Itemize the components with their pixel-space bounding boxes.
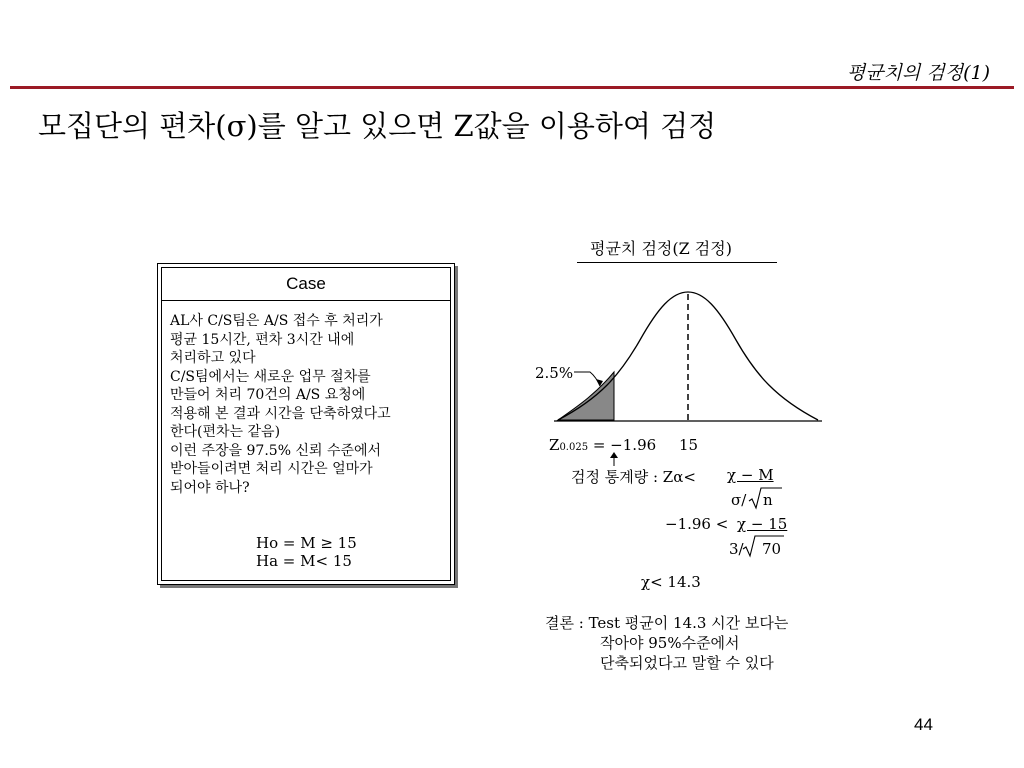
header-divider	[10, 86, 1014, 89]
page-number: 44	[914, 715, 933, 734]
test-statistic-sigma: σ/	[731, 491, 747, 509]
z-critical-arrow	[608, 452, 620, 466]
case-line: 적용해 본 결과 시간을 단축하였다고	[170, 405, 391, 422]
case-box	[157, 263, 455, 585]
case-line: 되어야 하나?	[170, 479, 250, 496]
test-statistic-numerator: χ − M	[727, 466, 774, 484]
case-heading: Case	[162, 268, 450, 301]
case-line: 만들어 처리 70건의 A/S 요청에	[170, 387, 366, 403]
z-symbol: Z	[549, 436, 560, 454]
equation-left: −1.96 <	[665, 515, 729, 533]
case-line: 이런 주장을 97.5% 신뢰 수준에서	[170, 442, 382, 459]
panel-title: 평균치 검정(Z 검정)	[590, 239, 732, 258]
z-critical-value: = −1.96	[588, 436, 657, 454]
result: χ< 14.3	[641, 573, 701, 591]
alternative-hypothesis: Ha = M< 15	[256, 552, 352, 570]
header-title: 평균치의 검정(1)	[846, 62, 990, 84]
normal-curve-diagram	[540, 280, 840, 440]
case-line: 처리하고 있다	[170, 350, 256, 366]
hypotheses	[256, 534, 357, 570]
z-critical-label	[549, 436, 656, 454]
page-title: 모집단의 편차(σ)를 알고 있으면 Z값을 이용하여 검정	[38, 109, 717, 143]
case-line: AL사 C/S팀은 A/S 접수 후 처리가	[170, 313, 383, 329]
equation-sample-size: 70	[762, 540, 782, 558]
conclusion-line: 결론 : Test 평균이 14.3 시간 보다는	[545, 614, 789, 632]
tail-percentage-label: 2.5%	[535, 364, 574, 382]
case-line: C/S팀에서는 새로운 업무 절차를	[170, 368, 371, 385]
test-statistic-label: 검정 통계량 : Zα<	[571, 468, 696, 486]
mean-label: 15	[679, 436, 699, 454]
equation-numerator: χ − 15	[737, 515, 788, 533]
null-hypothesis: Ho = M ≥ 15	[256, 534, 357, 552]
case-description	[170, 312, 444, 497]
conclusion-line: 단축되었다고 말할 수 있다	[600, 654, 774, 672]
z-subscript: 0.025	[559, 442, 589, 453]
case-line: 한다(편차는 같음)	[170, 424, 281, 440]
equation-denominator-sigma: 3/	[729, 540, 744, 558]
conclusion-line: 작아야 95%수준에서	[600, 634, 740, 652]
panel-title-underline	[577, 262, 777, 263]
case-line: 받아들이려면 처리 시간은 얼마가	[170, 461, 373, 477]
case-line: 평균 15시간, 편차 3시간 내에	[170, 331, 355, 348]
tail-pointer	[574, 372, 600, 386]
sqrt-n: n	[763, 491, 773, 509]
case-frame	[161, 267, 451, 581]
